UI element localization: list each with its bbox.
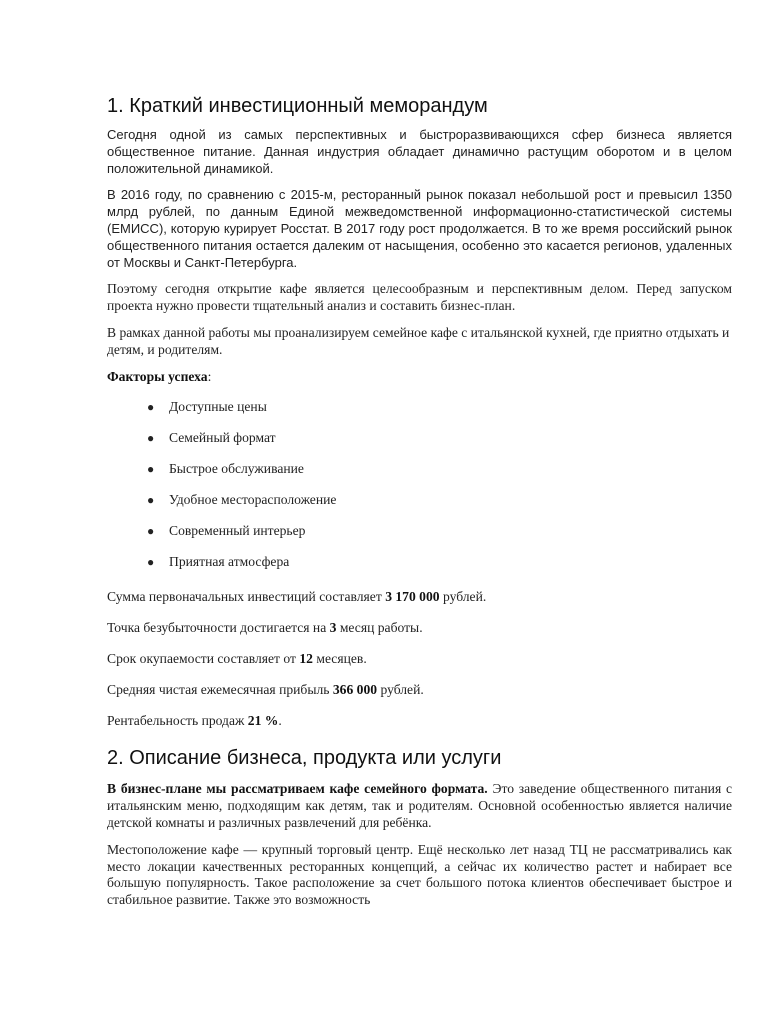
list-item: [147, 430, 732, 461]
metric-text: Средняя чистая ежемесячная прибыль: [107, 682, 333, 698]
metric-text: Срок окупаемости составляет от: [107, 651, 300, 667]
list-item: [147, 492, 732, 523]
list-item: [147, 554, 732, 585]
metric-profitability: [107, 713, 732, 731]
document-content: [107, 93, 732, 919]
metric-text: .: [278, 713, 282, 729]
list-item: [147, 399, 732, 430]
metric-text: месяц работы.: [336, 620, 423, 636]
success-factors-label: [107, 369, 732, 386]
metric-text: Сумма первоначальных инвестиций составляет: [107, 589, 386, 605]
bullet-icon: ●: [147, 493, 155, 508]
metric-text: Точка безубыточности достигается на: [107, 620, 330, 636]
metric-value: 366 000: [332, 682, 378, 698]
list-item-text: Доступные цены: [169, 399, 267, 415]
list-item-text: Современный интерьер: [169, 523, 306, 539]
bullet-icon: ●: [147, 462, 155, 477]
metric-text: Рентабельность продаж: [107, 713, 248, 729]
metric-value: 3: [329, 620, 337, 636]
paragraph-lead: В бизнес-плане мы рассматриваем кафе семейного формата.: [107, 781, 488, 797]
metric-value: 12: [299, 651, 313, 667]
paragraph-location: Местоположение кафе — крупный торговый центр. Ещё несколько лет назад ТЦ не рассматривались как место локации качественных ресторанных концепций, а сейчас их количество растет и набирает все большую популярность. Такое расположение за счет большого потока клиентов обеспечивает быстрое и стабильное развитие. Также это возможность: [107, 841, 732, 908]
paragraph-market: В 2016 году, по сравнению с 2015-м, ресторанный рынок показал небольшой рост и превысил 1350 млрд рублей, по данным Единой межведомственной информационно-статистической системы (ЕМИСС), которую курирует Росстат. В 2017 году рост продолжается. В то же время российский рынок общественного питания остается далеким от насыщения, особенно это касается регионов, удаленных от Москвы и Санкт-Петербурга.: [107, 187, 732, 270]
metric-value: 3 170 000: [385, 589, 440, 605]
paragraph-reason: Поэтому сегодня открытие кафе является целесообразным и перспективным делом. Перед запуском проекта нужно провести тщательный анализ и составить бизнес-план.: [107, 281, 732, 314]
bullet-icon: ●: [147, 431, 155, 446]
list-item-text: Приятная атмосфера: [169, 554, 290, 570]
paragraph-business-description: [107, 781, 732, 831]
metric-payback: [107, 651, 732, 669]
metric-value: 21 %: [247, 713, 279, 729]
metric-breakeven: [107, 620, 732, 638]
bullet-icon: ●: [147, 555, 155, 570]
list-item-text: Быстрое обслуживание: [169, 461, 304, 477]
success-factors-list: [107, 399, 732, 585]
section-1-heading: 1. Краткий инвестиционный меморандум: [107, 95, 488, 117]
list-item: [147, 461, 732, 492]
paragraph-scope: В рамках данной работы мы проанализируем семейное кафе с итальянской кухней, где приятно отдыхать и детям, и родителям.: [107, 324, 730, 357]
success-factors-colon: :: [207, 368, 212, 384]
list-item-text: Удобное месторасположение: [169, 492, 337, 508]
metric-profit: [107, 682, 732, 700]
bullet-icon: ●: [147, 524, 155, 539]
list-item-text: Семейный формат: [169, 430, 276, 446]
metric-text: месяцев.: [312, 651, 367, 667]
metric-investment: [107, 589, 732, 607]
bullet-icon: ●: [147, 400, 155, 415]
list-item: [147, 523, 732, 554]
success-factors-title: Факторы успеха: [107, 368, 208, 384]
paragraph-intro: Сегодня одной из самых перспективных и быстроразвивающихся сфер бизнеса является общественное питание. Данная индустрия обладает динамично растущим оборотом и в целом положительной динамикой.: [107, 127, 732, 176]
metric-text: рублей.: [377, 682, 424, 698]
paragraph-rest: Это заведение общественного питания с итальянским меню, подходящим как детям, так и родителям. Основной особенностью является наличие детской комнаты и различных развлечений для ребёнка.: [107, 781, 732, 830]
section-2-heading: 2. Описание бизнеса, продукта или услуги: [107, 747, 502, 770]
metric-text: рублей.: [439, 589, 487, 605]
